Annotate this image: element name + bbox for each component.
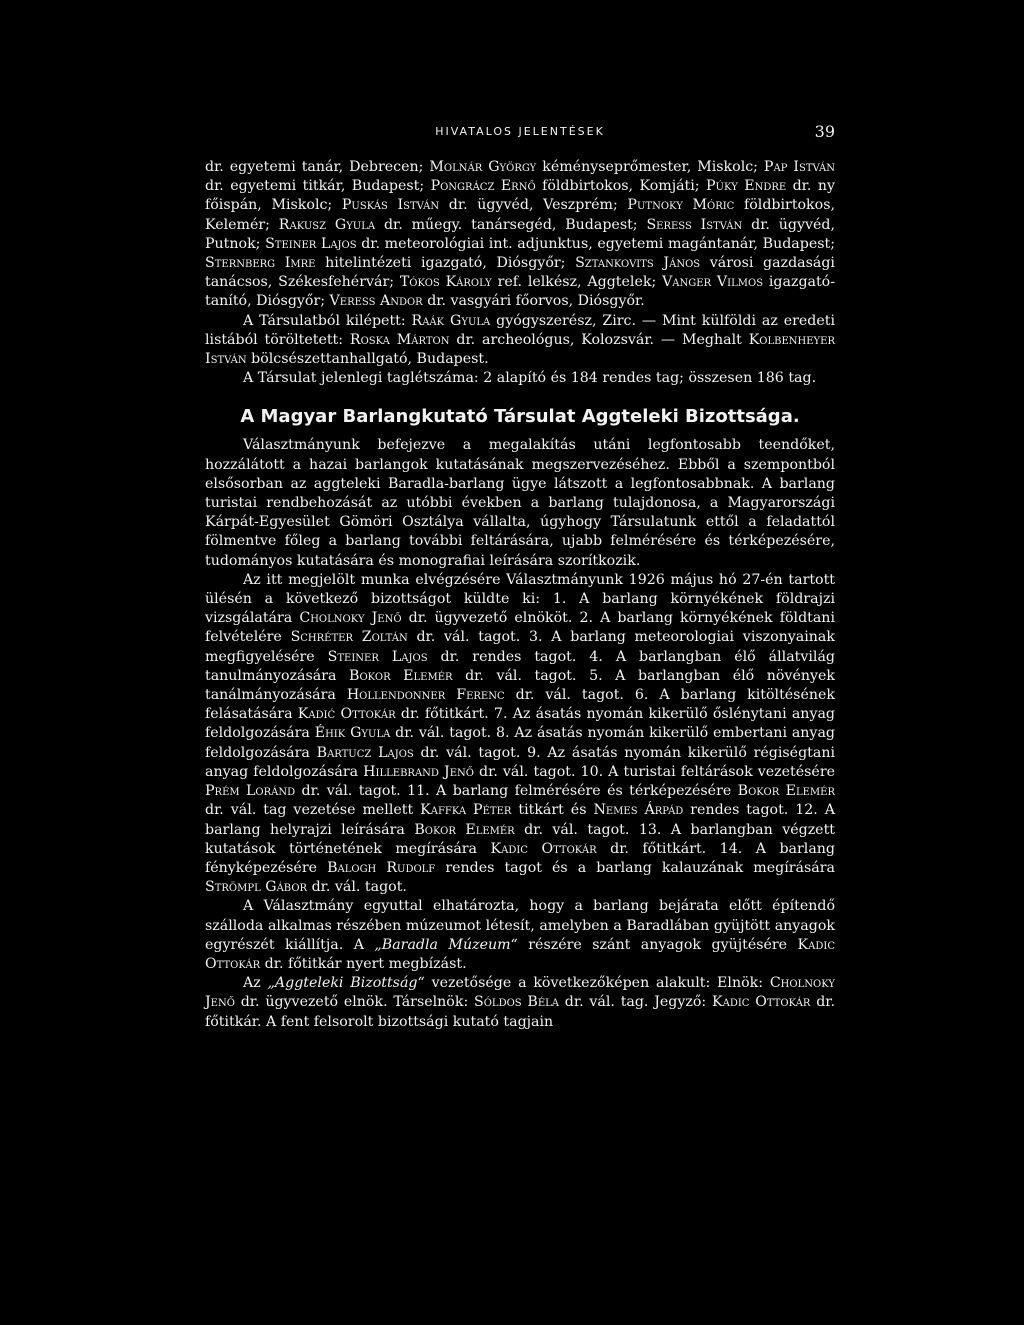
body-text — [205, 158, 835, 1032]
membership-count-paragraph: A Társulat jelenlegi taglétszáma: 2 alapító és 184 rendes tag; összesen 186 tag. — [243, 370, 817, 387]
running-title: HIVATALOS JELENTÉSEK — [435, 125, 605, 138]
committee-intro-paragraph: Választmányunk befejezve a megalakítás utáni legfontosabb teendőket, hozzálátott a hazai barlangok kutatásának megszervezéséhez. Ebből a szempontból elsősorban az aggteleki Baradla-barlang ügye látszott a legfontosabbnak. A barlang turistai rendbehozását az utóbbi években a barlang tulajdonosa, a Magyarországi Kárpát-Egyesület Gömöri Osztálya vállalta, úgyhogy Társulatunk ettől a feladattól fölmentve főleg a barlang további feltárására, ujabb felmérésére és térképezésére, tudományos kutatására és monografiai leírására szorítkozik. — [205, 437, 835, 569]
page-header — [205, 122, 835, 145]
committee-assignments-paragraph: Az itt megjelölt munka elvégzésére Választmányunk 1926 május hó 27-én tartott ülésén a következő bizottságot küldte ki: 1. A barlang környékének földrajzi vizsgálatára Cholnoky Jenő dr. ügyvezető elnököt. 2. A barlang környékének földtani felvételére Schréter Zoltán dr. vál. tagot. 3. A barlang meteorologiai viszonyainak megfigyelésére Steiner Lajos dr. rendes tagot. 4. A barlangban élő állatvilág tanulmányozására Bokor Elemér dr. vál. tagot. 5. A barlangban élő növények tanálmányozására Hollendonner Ferenc dr. vál. tagot. 6. A barlang kitöltésének felásatására Kadić Ottokár dr. főtitkárt. 7. Az ásatás nyomán kikerülő őslénytani anyag feldolgozására Éhik Gyula dr. vál. tagot. 8. Az ásatás nyomán kikerülő embertani anyag feldolgozására Bartucz Lajos dr. vál. tagot. 9. Az ásatás nyomán kikerülő régiségtani anyag feldolgozására Hillebrand Jenő dr. vál. tagot. 10. A turistai feltárások vezetésére Prém Loránd dr. vál. tagot. 11. A barlang felmérésére és térképezésére Bokor Elemér dr. vál. tag vezetése mellett Kaffka Péter titkárt és Nemes Árpád rendes tagot. 12. A barlang helyrajzi leírására Bokor Elemér dr. vál. tagot. 13. A barlangban végzett kutatások történetének megírására Kadic Ottokár dr. főtitkárt. 14. A barlang fényképezésére Balogh Rudolf rendes tagot és a barlang kalauzának megírására Strömpl Gábor dr. vál. tagot. — [205, 571, 836, 896]
page-number: 39 — [814, 122, 835, 141]
section-title: A Magyar Barlangkutató Társulat Aggteleki Bizottsága. — [240, 406, 800, 428]
committee-leadership-paragraph: Az „Aggteleki Bizottság“ vezetősége a következőképen alakult: Elnök: Cholnoky Jenő dr. ügyvezető elnök. Társelnök: Sóldos Béla dr. vál. tag. Jegyző: Kadic Ottokár dr. főtitkár. A fent felsorolt bizottsági kutató tagjain — [205, 975, 836, 1030]
member-list-paragraph: dr. egyetemi tanár, Debrecen; Molnár György kéményseprőmester, Miskolc; Pap István dr. egyetemi titkár, Budapest; Pongrácz Ernő földbirtokos, Komjáti; Púky Endre dr. ny főispán, Miskolc; Puskás István dr. ügyvéd, Veszprém; Putnoky Móric földbirtokos, Kelemér; Rakusz Gyula dr. műegy. tanársegéd, Budapest; Seress István dr. ügyvéd, Putnok; Steiner Lajos dr. meteorológiai int. adjunktus, egyetemi magántanár, Budapest; Sternberg Imre hitelintézeti igazgató, Diósgyőr; Sztankovits János városi gazdasági tanácsos, Székesfehérvár; Tókos Károly ref. lelkész, Aggtelek; Vanger Vilmos igazgató-tanító, Diósgyőr; Veress Andor dr. vasgyári főorvos, Diósgyőr. — [205, 159, 836, 310]
museum-paragraph: A Választmány egyuttal elhatározta, hogy a barlang bejárata előtt építendő szálloda alkalmas részében múzeumot létesít, amelyben a Baradlában gyüjtött anyagok egyrészét kiállítja. A „Baradla Múzeum“ részére szánt anyagok gyüjtésére Kadic Ottokár dr. főtitkár nyert megbízást. — [205, 898, 835, 972]
resignations-paragraph: A Társulatból kilépett: Raák Gyula gyógyszerész, Zirc. — Mint külföldi az eredeti listából töröltetett: Roska Márton dr. archeológus, Kolozsvár. — Meghalt Kolbenheyer István bölcsészettanhallgató, Budapest. — [205, 312, 835, 368]
